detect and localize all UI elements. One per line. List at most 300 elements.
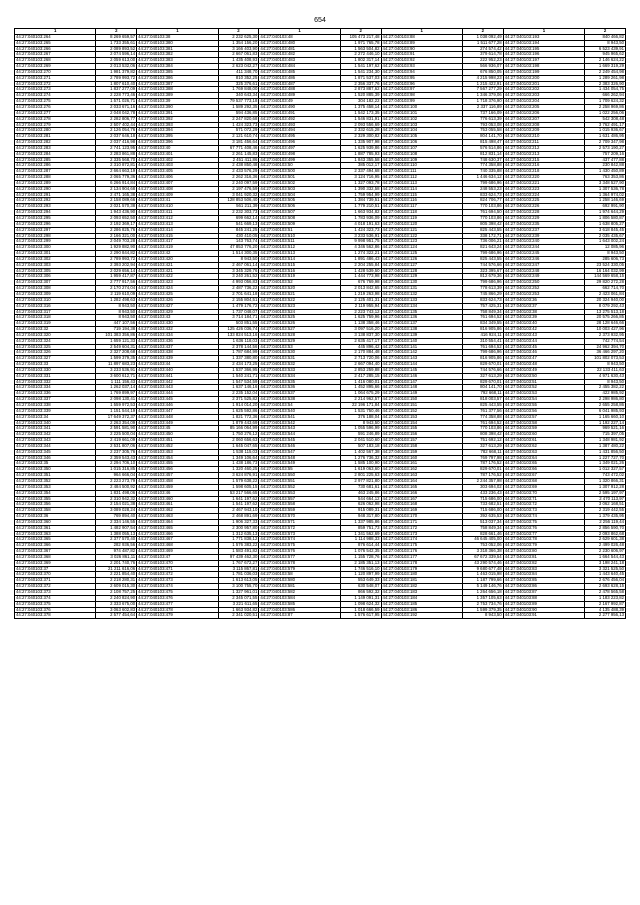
cadastral-number-cell: 44:27:040103:53 <box>259 344 340 350</box>
cadastral-value-cell: 1 219 263,98 <box>340 291 381 297</box>
cadastral-value-cell: 816 905,86 <box>462 356 503 362</box>
cadastral-number-cell: 44:27:040103:442 <box>137 379 218 385</box>
cadastral-value-cell: 2 359 543,43 <box>96 455 137 461</box>
cadastral-number-cell: 44:27:040103:228 <box>503 210 584 216</box>
cadastral-number-cell: 44:27:040103:124 <box>381 245 462 251</box>
cadastral-number-cell: 44:27:040103:298 <box>15 233 96 239</box>
cadastral-value-cell: 1 357 105,63 <box>462 595 503 601</box>
cadastral-value-cell: 1 434 054,75 <box>585 87 626 93</box>
cadastral-value-cell: 799 686,96 <box>462 280 503 286</box>
cadastral-value-cell: 736 006,21 <box>462 239 503 245</box>
cadastral-value-cell: 876 614,44 <box>340 543 381 549</box>
cadastral-number-cell: 44:27:040103:324 <box>15 338 96 344</box>
cadastral-number-cell: 44:27:040103:253 <box>503 291 584 297</box>
cadastral-number-cell: 44:27:040103:206 <box>503 110 584 116</box>
cadastral-value-cell: 2 423 061,84 <box>585 291 626 297</box>
cadastral-number-cell: 44:27:040103:537 <box>259 391 340 397</box>
cadastral-value-cell: 1 327 961,01 <box>218 590 259 596</box>
cadastral-value-cell: 447 107,56 <box>96 321 137 327</box>
cadastral-value-cell: 1 307 912,28 <box>585 484 626 490</box>
cadastral-number-cell: 44:27:040103:84 <box>503 572 584 578</box>
cadastral-value-cell: 1 388 055,13 <box>96 531 137 537</box>
cadastral-value-cell: 6 523 439,91 <box>585 46 626 52</box>
cadastral-value-cell: 2 033 671,16 <box>96 104 137 110</box>
cadastral-value-cell: 1 120 897,99 <box>340 572 381 578</box>
cadastral-number-cell: 44:27:040103:136 <box>381 315 462 321</box>
cadastral-number-cell: 44:27:040103:320 <box>15 332 96 338</box>
cadastral-value-cell: 10 003 427,96 <box>585 327 626 333</box>
cadastral-value-cell: 9 680 677,48 <box>462 566 503 572</box>
cadastral-number-cell: 44:27:040103:336 <box>15 391 96 397</box>
cadastral-value-cell: 2 240 097,59 <box>218 180 259 186</box>
table-body <box>15 34 626 618</box>
cadastral-number-cell: 44:27:040103:151 <box>381 403 462 409</box>
cadastral-value-cell: 416 924,11 <box>462 332 503 338</box>
cadastral-value-cell: 793 053,08 <box>462 122 503 128</box>
column-header: 2 <box>462 29 503 35</box>
cadastral-number-cell: 44:27:040103:38 <box>137 34 218 40</box>
cadastral-number-cell: 44:27:040103:128 <box>381 268 462 274</box>
cadastral-number-cell: 44:27:040103:455 <box>137 461 218 467</box>
cadastral-value-cell: 2 093 652,50 <box>96 216 137 222</box>
cadastral-value-cell: 1 783 936,09 <box>340 216 381 222</box>
cadastral-value-cell: 828 661,46 <box>462 531 503 537</box>
cadastral-value-cell: 2 035 435,67 <box>585 233 626 239</box>
cadastral-number-cell: 44:27:040103:88 <box>503 595 584 601</box>
cadastral-number-cell: 44:27:040103:577 <box>259 554 340 560</box>
cadastral-value-cell: 2 507 402,44 <box>96 122 137 128</box>
cadastral-value-cell: 101 802 073,53 <box>585 356 626 362</box>
cadastral-number-cell: 44:27:040103:271 <box>15 75 96 81</box>
cadastral-number-cell: 44:27:040103:579 <box>259 566 340 572</box>
cadastral-number-cell: 44:27:040103:405 <box>137 169 218 175</box>
cadastral-number-cell: 44:27:040103:32 <box>15 327 96 333</box>
cadastral-value-cell: 719 194,38 <box>96 327 137 333</box>
cadastral-value-cell: 1 643 002,24 <box>585 239 626 245</box>
cadastral-value-cell: 2 419 661,09 <box>96 438 137 444</box>
cadastral-value-cell: 859 751,73 <box>340 525 381 531</box>
cadastral-number-cell: 44:27:040103:37 <box>503 303 584 309</box>
cadastral-number-cell: 44:27:040103:270 <box>15 69 96 75</box>
cadastral-number-cell: 44:27:040103:493 <box>259 122 340 128</box>
cadastral-value-cell: 13 275 513,18 <box>585 309 626 315</box>
cadastral-number-cell: 44:27:040103:299 <box>15 239 96 245</box>
cadastral-value-cell: 79 537 773,18 <box>218 99 259 105</box>
cadastral-number-cell: 44:27:040103:325 <box>15 344 96 350</box>
cadastral-value-cell: 3 041 920,32 <box>218 192 259 198</box>
cadastral-value-cell: 774 358,88 <box>462 414 503 420</box>
cadastral-number-cell: 44:27:040103:100 <box>381 104 462 110</box>
cadastral-number-cell: 44:27:040103:61 <box>503 438 584 444</box>
cadastral-value-cell: 1 541 197,62 <box>218 502 259 508</box>
cadastral-number-cell: 44:27:040103:204 <box>503 99 584 105</box>
cadastral-number-cell: 44:27:040103:67 <box>503 473 584 479</box>
column-header: 2 <box>96 29 137 35</box>
cadastral-value-cell: 2 223 743,12 <box>340 309 381 315</box>
cadastral-value-table <box>14 28 626 619</box>
cadastral-number-cell: 44:27:040103:46 <box>503 350 584 356</box>
cadastral-value-cell: 1 579 638,22 <box>218 478 259 484</box>
cadastral-number-cell: 44:27:040103:424 <box>137 286 218 292</box>
cadastral-number-cell: 44:27:040103:456 <box>137 467 218 473</box>
cadastral-number-cell: 44:27:040103:63 <box>503 449 584 455</box>
cadastral-number-cell: 44:27:040103:534 <box>259 373 340 379</box>
cadastral-number-cell: 44:27:040103:57 <box>503 414 584 420</box>
cadastral-number-cell: 44:27:040103:203 <box>503 93 584 99</box>
cadastral-value-cell: 1 320 866,31 <box>585 478 626 484</box>
cadastral-number-cell: 44:27:040103:486 <box>259 75 340 81</box>
cadastral-value-cell: 1 149 091,31 <box>340 595 381 601</box>
cadastral-value-cell: 1 585 100,90 <box>340 461 381 467</box>
cadastral-value-cell: 2 383 326,90 <box>585 81 626 87</box>
cadastral-number-cell: 44:27:040103:91 <box>381 52 462 58</box>
cadastral-value-cell: 1 871 537,03 <box>340 75 381 81</box>
cadastral-number-cell: 44:27:040103:375 <box>15 601 96 607</box>
cadastral-number-cell: 44:27:040103:331 <box>15 373 96 379</box>
cadastral-value-cell: 825 443,55 <box>462 403 503 409</box>
cadastral-number-cell: 44:27:040103:55 <box>503 403 584 409</box>
cadastral-value-cell: 2 577 454,64 <box>96 613 137 619</box>
cadastral-number-cell: 44:27:040103:192 <box>381 613 462 619</box>
cadastral-number-cell: 44:27:040103:145 <box>381 367 462 373</box>
page-number: 654 <box>314 17 326 24</box>
cadastral-number-cell: 44:27:040103:286 <box>15 163 96 169</box>
cadastral-value-cell: 2 154 021,38 <box>96 502 137 508</box>
cadastral-value-cell: 744 576,66 <box>462 262 503 268</box>
cadastral-value-cell: 3 618 845,45 <box>585 227 626 233</box>
cadastral-value-cell: 761 377,56 <box>462 408 503 414</box>
cadastral-value-cell: 1 981 379,82 <box>96 69 137 75</box>
cadastral-number-cell: 44:27:040103:584 <box>259 595 340 601</box>
cadastral-value-cell: 1 571 026,71 <box>96 99 137 105</box>
cadastral-number-cell: 44:27:040103:132 <box>381 291 462 297</box>
cadastral-value-cell: 821 643,24 <box>462 245 503 251</box>
cadastral-number-cell: 44:27:040103:45 <box>137 426 218 432</box>
cadastral-value-cell: 2 467 943,10 <box>218 508 259 514</box>
cadastral-number-cell: 44:27:040103:181 <box>381 578 462 584</box>
cadastral-value-cell: 541 669,13 <box>218 221 259 227</box>
cadastral-number-cell: 44:27:040103:475 <box>137 590 218 596</box>
cadastral-number-cell: 44:27:040103:207 <box>503 116 584 122</box>
cadastral-number-cell: 44:27:040103:205 <box>503 104 584 110</box>
cadastral-value-cell: 782 668,11 <box>462 449 503 455</box>
cadastral-number-cell: 44:27:040103:338 <box>15 403 96 409</box>
cadastral-number-cell: 44:27:040103:212 <box>503 145 584 151</box>
cadastral-value-cell: 2 499 026,48 <box>585 543 626 549</box>
cadastral-value-cell: 1 012 327,57 <box>585 467 626 473</box>
cadastral-number-cell: 44:27:040103:346 <box>15 455 96 461</box>
cadastral-number-cell: 44:27:040103:450 <box>137 432 218 438</box>
cadastral-number-cell: 44:27:040103:141 <box>381 344 462 350</box>
cadastral-number-cell: 44:27:040103:133 <box>381 297 462 303</box>
cadastral-number-cell: 44:27:040103:549 <box>259 461 340 467</box>
cadastral-value-cell: 818 003,57 <box>462 397 503 403</box>
cadastral-value-cell: 812 831,14 <box>462 151 503 157</box>
cadastral-value-cell: 2 170 884,48 <box>340 350 381 356</box>
cadastral-number-cell: 44:27:040103:62 <box>503 443 584 449</box>
cadastral-number-cell: 44:27:040103:39 <box>503 315 584 321</box>
cadastral-value-cell: 774 358,88 <box>462 163 503 169</box>
cadastral-number-cell: 44:27:040103:85 <box>503 578 584 584</box>
cadastral-value-cell: 1 038 092,49 <box>462 34 503 40</box>
cadastral-value-cell: 2 221 854,40 <box>96 572 137 578</box>
cadastral-number-cell: 44:27:040103:354 <box>15 490 96 496</box>
cadastral-value-cell: 2 013 842,65 <box>340 286 381 292</box>
cadastral-number-cell: 44:27:040103:272 <box>15 81 96 87</box>
cadastral-value-cell: 2 345 071,55 <box>218 595 259 601</box>
cadastral-value-cell: 285 606,73 <box>585 256 626 262</box>
cadastral-value-cell: 1 631 486,95 <box>585 134 626 140</box>
cadastral-number-cell: 44:27:040103:122 <box>381 233 462 239</box>
cadastral-number-cell: 44:27:040103:149 <box>381 391 462 397</box>
cadastral-number-cell: 44:27:040103:519 <box>259 274 340 280</box>
cadastral-number-cell: 44:27:040103:183 <box>381 590 462 596</box>
cadastral-number-cell: 44:27:040103:69 <box>503 484 584 490</box>
cadastral-number-cell: 44:27:040103:452 <box>137 443 218 449</box>
cadastral-number-cell: 44:27:040103:103 <box>381 122 462 128</box>
cadastral-value-cell: 4 135 488,39 <box>585 607 626 613</box>
cadastral-number-cell: 44:27:040103:337 <box>15 397 96 403</box>
cadastral-value-cell: 866 592,32 <box>340 590 381 596</box>
cadastral-number-cell: 44:27:040103:281 <box>15 134 96 140</box>
cadastral-value-cell: 3 321 525,50 <box>585 566 626 572</box>
cadastral-number-cell: 44:27:040103:76 <box>503 525 584 531</box>
cadastral-number-cell: 44:27:040103:503 <box>259 186 340 192</box>
cadastral-number-cell: 44:27:040103:186 <box>381 607 462 613</box>
cadastral-number-cell: 44:27:040103:247 <box>503 262 584 268</box>
cadastral-number-cell: 44:27:040103:43 <box>503 332 584 338</box>
cadastral-value-cell: 2 856 590,70 <box>585 525 626 531</box>
cadastral-number-cell: 44:27:040103:265 <box>15 40 96 46</box>
cadastral-number-cell: 44:27:040103:218 <box>503 169 584 175</box>
cadastral-number-cell: 44:27:040103:126 <box>381 256 462 262</box>
cadastral-number-cell: 44:27:040103:119 <box>381 216 462 222</box>
cadastral-value-cell: 1 276 736,32 <box>340 455 381 461</box>
cadastral-number-cell: 44:27:040103:489 <box>259 93 340 99</box>
cadastral-number-cell: 44:27:040103:396 <box>137 140 218 146</box>
cadastral-number-cell: 44:27:040103:93 <box>381 64 462 70</box>
cadastral-number-cell: 44:27:040103:371 <box>15 578 96 584</box>
cadastral-value-cell: 1 264 656,18 <box>462 590 503 596</box>
cadastral-number-cell: 44:27:040103:177 <box>381 554 462 560</box>
cadastral-value-cell: 1 887 785,93 <box>340 151 381 157</box>
cadastral-value-cell: 1 348 981,92 <box>585 438 626 444</box>
cadastral-number-cell: 44:27:040103:220 <box>503 175 584 181</box>
cadastral-number-cell: 44:27:040103:280 <box>15 128 96 134</box>
cadastral-number-cell: 44:27:040103:40 <box>503 321 584 327</box>
cadastral-value-cell: 2 873 887,62 <box>340 87 381 93</box>
cadastral-number-cell: 44:27:040103:237 <box>503 227 584 233</box>
cadastral-number-cell: 44:27:040103:53 <box>503 391 584 397</box>
cadastral-number-cell: 44:27:040103:91 <box>503 613 584 619</box>
cadastral-value-cell: 1 802 317,14 <box>340 58 381 64</box>
cadastral-number-cell: 44:27:040103:440 <box>137 367 218 373</box>
cadastral-number-cell: 44:27:040103:447 <box>137 408 218 414</box>
cadastral-number-cell: 44:27:040103:81 <box>503 554 584 560</box>
cadastral-number-cell: 44:27:040103:438 <box>137 350 218 356</box>
cadastral-number-cell: 44:27:040103:461 <box>137 502 218 508</box>
cadastral-number-cell: 44:27:040103:586 <box>259 607 340 613</box>
cadastral-value-cell: 16 164 032,99 <box>585 268 626 274</box>
cadastral-number-cell: 44:27:040103:529 <box>259 338 340 344</box>
cadastral-value-cell: 2 327 208,68 <box>96 350 137 356</box>
cadastral-value-cell: 8 943,50 <box>96 315 137 321</box>
cadastral-number-cell: 44:27:040103:423 <box>137 280 218 286</box>
cadastral-value-cell: 1 215 422,91 <box>462 81 503 87</box>
cadastral-value-cell: 2 167 992,87 <box>585 601 626 607</box>
cadastral-value-cell: 1 114 988,33 <box>340 537 381 543</box>
cadastral-number-cell: 44:27:040103:409 <box>137 192 218 198</box>
cadastral-number-cell: 44:27:040103:546 <box>259 443 340 449</box>
cadastral-value-cell: 392 635,53 <box>462 514 503 520</box>
cadastral-value-cell: 1 759 954,99 <box>340 192 381 198</box>
cadastral-value-cell: 24 962 394,70 <box>585 344 626 350</box>
cadastral-value-cell: 2 089 893,52 <box>96 46 137 52</box>
cadastral-number-cell: 44:27:040103:466 <box>137 531 218 537</box>
cadastral-value-cell: 544 664,12 <box>340 496 381 502</box>
cadastral-number-cell: 44:27:040103:327 <box>15 356 96 362</box>
cadastral-number-cell: 44:27:040103:521 <box>259 291 340 297</box>
cadastral-value-cell: 8 943,50 <box>340 420 381 426</box>
column-header: 1 <box>381 29 462 35</box>
cadastral-value-cell: 2 121 610,74 <box>218 134 259 140</box>
cadastral-value-cell: 1 435 408,93 <box>218 58 259 64</box>
cadastral-value-cell: 105 473 217,48 <box>340 34 381 40</box>
cadastral-number-cell: 44:27:040103:104 <box>381 128 462 134</box>
cadastral-number-cell: 44:27:040103:392 <box>137 116 218 122</box>
cadastral-value-cell: 29 820 272,28 <box>585 280 626 286</box>
cadastral-value-cell: 3 348 527,90 <box>585 180 626 186</box>
cadastral-value-cell: 2 789 993,72 <box>96 256 137 262</box>
cadastral-number-cell: 44:27:040103:500 <box>259 169 340 175</box>
cadastral-value-cell: 2 093 862,68 <box>585 531 626 537</box>
cadastral-value-cell: 3 624 876,91 <box>218 473 259 479</box>
cadastral-value-cell: 101 383 356,86 <box>96 332 137 338</box>
cadastral-number-cell: 44:27:040103:528 <box>259 332 340 338</box>
cadastral-value-cell: 379 614,78 <box>462 52 503 58</box>
cadastral-value-cell: 422 985,92 <box>585 391 626 397</box>
cadastral-number-cell: 44:27:040103:351 <box>15 473 96 479</box>
cadastral-number-cell: 44:27:040103:110 <box>381 163 462 169</box>
cadastral-value-cell: 2 240 824,90 <box>96 595 137 601</box>
cadastral-number-cell: 44:27:040103:350 <box>15 467 96 473</box>
cadastral-number-cell: 44:27:040103:441 <box>137 373 218 379</box>
cadastral-value-cell: 1 192 227,14 <box>585 420 626 426</box>
cadastral-value-cell: 20 575 266,85 <box>585 315 626 321</box>
cadastral-number-cell: 44:27:040103:44 <box>137 362 218 368</box>
cadastral-value-cell: 2 337 116,89 <box>462 104 503 110</box>
cadastral-value-cell: 1 165 660,10 <box>585 414 626 420</box>
cadastral-number-cell: 44:27:040103:197 <box>503 58 584 64</box>
cadastral-value-cell: 1 064 675,29 <box>340 391 381 397</box>
cadastral-number-cell: 44:27:040103:208 <box>503 122 584 128</box>
cadastral-number-cell: 44:27:040103:406 <box>137 175 218 181</box>
cadastral-value-cell: 1 541 234,30 <box>340 69 381 75</box>
cadastral-number-cell: 44:27:040103:386 <box>137 75 218 81</box>
cadastral-number-cell: 44:27:040103:279 <box>15 122 96 128</box>
cadastral-value-cell: 799 686,96 <box>462 251 503 257</box>
cadastral-number-cell: 44:27:040103:300 <box>15 245 96 251</box>
cadastral-value-cell: 7 567 277,29 <box>462 87 503 93</box>
cadastral-value-cell: 1 424 323,73 <box>218 122 259 128</box>
cadastral-value-cell: 2 223 273,79 <box>96 478 137 484</box>
cadastral-value-cell: 1 546 831,91 <box>340 116 381 122</box>
cadastral-number-cell: 44:27:040103:374 <box>15 595 96 601</box>
cadastral-number-cell: 44:27:040103:380 <box>137 40 218 46</box>
cadastral-number-cell: 44:27:040103:33 <box>15 362 96 368</box>
cadastral-value-cell: 2 434 173,25 <box>218 362 259 368</box>
cadastral-number-cell: 44:27:040103:436 <box>137 338 218 344</box>
cadastral-number-cell: 44:27:040103:491 <box>259 110 340 116</box>
cadastral-number-cell: 44:27:040103:458 <box>137 478 218 484</box>
cadastral-number-cell: 44:27:040103:54 <box>259 403 340 409</box>
cadastral-number-cell: 44:27:040103:355 <box>15 496 96 502</box>
cadastral-value-cell: 97 439 462,30 <box>218 554 259 560</box>
cadastral-value-cell: 1 274 322,21 <box>340 251 381 257</box>
cadastral-value-cell: 67 771 408,46 <box>218 145 259 151</box>
cadastral-number-cell: 44:27:040103:48 <box>503 362 584 368</box>
cadastral-number-cell: 44:27:040103:160 <box>381 455 462 461</box>
cadastral-number-cell: 44:27:040103:162 <box>381 467 462 473</box>
cadastral-number-cell: 44:27:040103:389 <box>137 93 218 99</box>
cadastral-number-cell: 44:27:040103:361 <box>15 525 96 531</box>
cadastral-number-cell: 44:27:040103:573 <box>259 531 340 537</box>
cadastral-number-cell: 44:27:040103:179 <box>381 566 462 572</box>
cadastral-value-cell: 3 198 241,18 <box>585 560 626 566</box>
cadastral-number-cell: 44:27:040103:449 <box>137 420 218 426</box>
cadastral-number-cell: 44:27:040103:356 <box>15 502 96 508</box>
cadastral-value-cell: 757 425,31 <box>462 303 503 309</box>
cadastral-value-cell: 1 576 383,22 <box>218 543 259 549</box>
cadastral-value-cell: 1 349 021,26 <box>585 461 626 467</box>
cadastral-value-cell: 833 624,73 <box>462 297 503 303</box>
cadastral-value-cell: 20 324 940,00 <box>585 297 626 303</box>
cadastral-value-cell: 2 244 357,98 <box>462 478 503 484</box>
cadastral-value-cell: 2 192 369,17 <box>96 221 137 227</box>
cadastral-value-cell: 513 037,34 <box>462 519 503 525</box>
cadastral-value-cell: 2 470 113,97 <box>585 496 626 502</box>
column-header: 1 <box>259 29 340 35</box>
cadastral-number-cell: 44:27:040103:39 <box>137 99 218 105</box>
cadastral-value-cell: 1 663 934,82 <box>218 607 259 613</box>
cadastral-number-cell: 44:27:040103:526 <box>259 321 340 327</box>
cadastral-value-cell: 2 334 146,55 <box>96 519 137 525</box>
cadastral-number-cell: 44:27:040103:240 <box>503 239 584 245</box>
cadastral-number-cell: 44:27:040103:90 <box>381 46 462 52</box>
cadastral-value-cell: 1 402 567,38 <box>340 449 381 455</box>
cadastral-value-cell: 1 354 156,20 <box>218 40 259 46</box>
cadastral-value-cell: 47 853 776,20 <box>218 245 259 251</box>
cadastral-number-cell: 44:27:040103:425 <box>137 291 218 297</box>
cadastral-value-cell: 1 959 417,87 <box>96 274 137 280</box>
cadastral-number-cell: 44:27:040103:417 <box>137 239 218 245</box>
cadastral-value-cell: 2 573 190,27 <box>585 145 626 151</box>
cadastral-value-cell: 22 133 411,63 <box>585 367 626 373</box>
cadastral-number-cell: 44:27:040103:531 <box>259 356 340 362</box>
cadastral-value-cell: 445 896,42 <box>340 344 381 350</box>
cadastral-value-cell: 730 681,61 <box>340 484 381 490</box>
cadastral-number-cell: 44:27:040103:294 <box>15 210 96 216</box>
cadastral-value-cell: 43 290 574,46 <box>462 560 503 566</box>
cadastral-value-cell: 1 746 516,10 <box>340 566 381 572</box>
column-header: 2 <box>585 29 626 35</box>
cadastral-number-cell: 44:27:040103:340 <box>15 420 96 426</box>
cadastral-value-cell: 2 125 401,31 <box>340 297 381 303</box>
cadastral-value-cell: 1 282 498,63 <box>96 297 137 303</box>
cadastral-number-cell: 44:27:040103:395 <box>137 134 218 140</box>
cadastral-value-cell: 1 750 276,12 <box>218 432 259 438</box>
cadastral-value-cell: 753 052,06 <box>462 543 503 549</box>
